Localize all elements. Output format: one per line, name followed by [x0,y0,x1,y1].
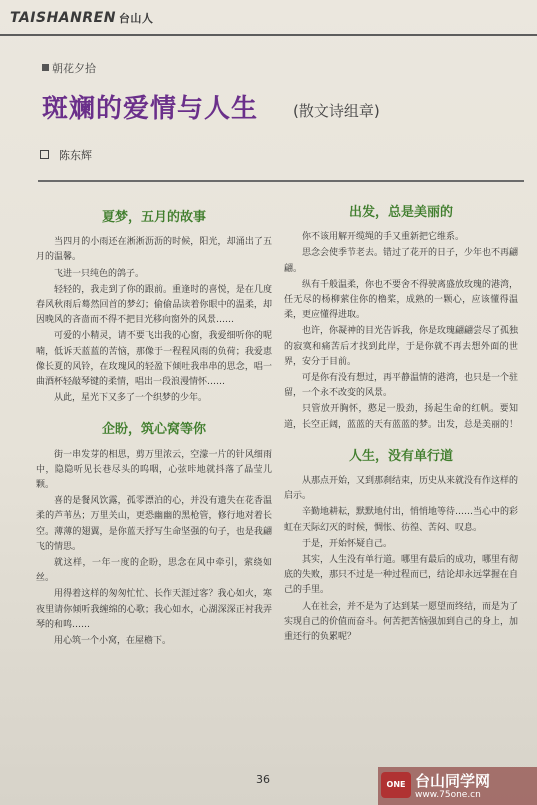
paragraph: 轻轻的，我走到了你的跟前。重逢时的喜悦，是在几度春风秋雨后蓦然回首的梦幻；偷偷品读着你眼中的温柔，却因晚风的吝啬而不得不把目光移向窗外的风景…… [36,284,272,326]
paragraph: 用得着这样的匆匆忙忙、长作天涯过客？我心如火，寒夜里请你倾听我缠绵的心歌；我心如水，心湖深深正衬我弄琴的和鸣…… [36,589,272,630]
paragraph: 辛勤地耕耘，默默地付出，悄悄地等待……当心中的彩虹在天际幻灭的时候，惆怅、彷徨、苦闷、叹息。 [284,507,519,533]
paragraph: 从那点开始，又到那刹结束，历史从来就没有作这样的启示。 [284,476,519,502]
paragraph: 从此，星光下又多了一个织梦的少年。 [54,393,208,404]
square-bullet-icon [42,64,49,71]
paragraph: 思念会使季节老去。错过了花开的日子，少年也不再翩翩。 [284,248,519,274]
article-subtitle: (散文诗组章) [293,102,380,120]
masthead [10,10,153,26]
right-column [284,205,518,646]
paragraph: 用心筑一个小窝，在屋檐下。 [54,636,172,647]
paragraph: 飞进一只纯色的鸽子。 [54,268,145,279]
left-column [36,210,272,650]
right-heading-1: 出发，总是美丽的 [348,205,453,220]
paragraph: 喜的是餐风饮露，孤零漂泊的心，并没有遗失在花香温柔的芦苇丛；万里关山，更恐幽幽的黑枪管，修行地对着长空。薄薄的翅翼，是你蓝天抒写生命坚强的句子，也是我翩飞的情思。 [36,496,272,552]
paragraph: 可是你有没有想过，再平静温情的港湾，也只是一个驻留，一个永不改变的风景。 [284,373,519,399]
author-name: 陈东辉 [59,149,92,162]
watermark-site-name: 台山同学网 [415,772,491,790]
paragraph: 人在社会，并不是为了达到某一愿望而终结，而是为了实现自己的价值而奋斗。何苦把苦恼强加到自己的身上，加重还行的负累呢？ [284,601,519,643]
paragraph: 其实，人生没有单行道。哪里有最后的成功，哪里有彻底的失败，那只不过是一种过程而已，结论却永远掌握在自己的手里。 [284,555,519,596]
author-line [40,147,92,163]
paragraph: 就这样，一年一度的企盼，思念在风中牵引，萦绕如丝。 [36,558,272,584]
paragraph: 纵有千般温柔，你也不要舍不得驶离盛放玫瑰的港湾，任无尽的杨柳萦住你的橹桨，成熟的一颗心，应该懂得温柔，更应懂得进取。 [284,279,519,321]
paragraph: 于是，开始怀疑自己。 [302,538,393,549]
watermark-logo-icon: ONE [381,772,411,798]
paragraph: 街一串发芽的相思，剪万里浓云，空濛一片的针风细雨中，隐隐听见长巷尽头的呜咽，心弦咔地就抖落了晶莹儿颗。 [36,449,272,491]
masthead-latin: TAISHANREN [10,10,116,26]
left-heading-2: 企盼，筑心窝等你 [101,422,206,438]
left-heading-1: 夏梦，五月的故事 [101,210,206,225]
title-separator [38,180,524,182]
right-heading-2: 人生，没有单行道 [348,448,453,464]
paragraph: 你不该用解开缆绳的手又重新把它维系。 [302,232,465,243]
header-rule [0,34,537,36]
masthead-cn: 台山人 [118,12,154,25]
paragraph: 可爱的小精灵，请不要飞出我的心窗，我爱细听你的呢喃，低诉天蓝蓝的苦恼，那像于一程程风雨的负荷；我爱恵像长夏的风铃，在玫瑰风的轻盈下倾吐我串串的思念，唱一曲酒杯轻敲琴键的柔情，唱出一段浪漫情怀…… [36,331,272,388]
watermark-url: www.75one.cn [415,790,481,800]
section-tag [42,60,96,76]
article-title: 斑斓的爱情与人生 [42,94,259,124]
paragraph: 只管放开胸怀，憨足一股劲，扬起生命的红帆。要知道，长空正阔，蓝蓝的天有蓝蓝的梦。出发，总是美丽的！ [284,404,519,430]
box-bullet-icon [40,150,49,159]
page-number: 36 [256,773,270,786]
paragraph: 也许，你凝神的目光告诉我，你是玫瑰翩翩尝尽了孤独的寂寞和痛苦后才找到此岸，于是你就不再去想外面的世界，安分于目前。 [284,326,519,367]
section-tag-label: 朝花夕拾 [52,62,96,75]
paragraph: 当四月的小雨还在淅淅沥沥的时候，阳光，却涌出了五月的温馨。 [36,237,272,263]
